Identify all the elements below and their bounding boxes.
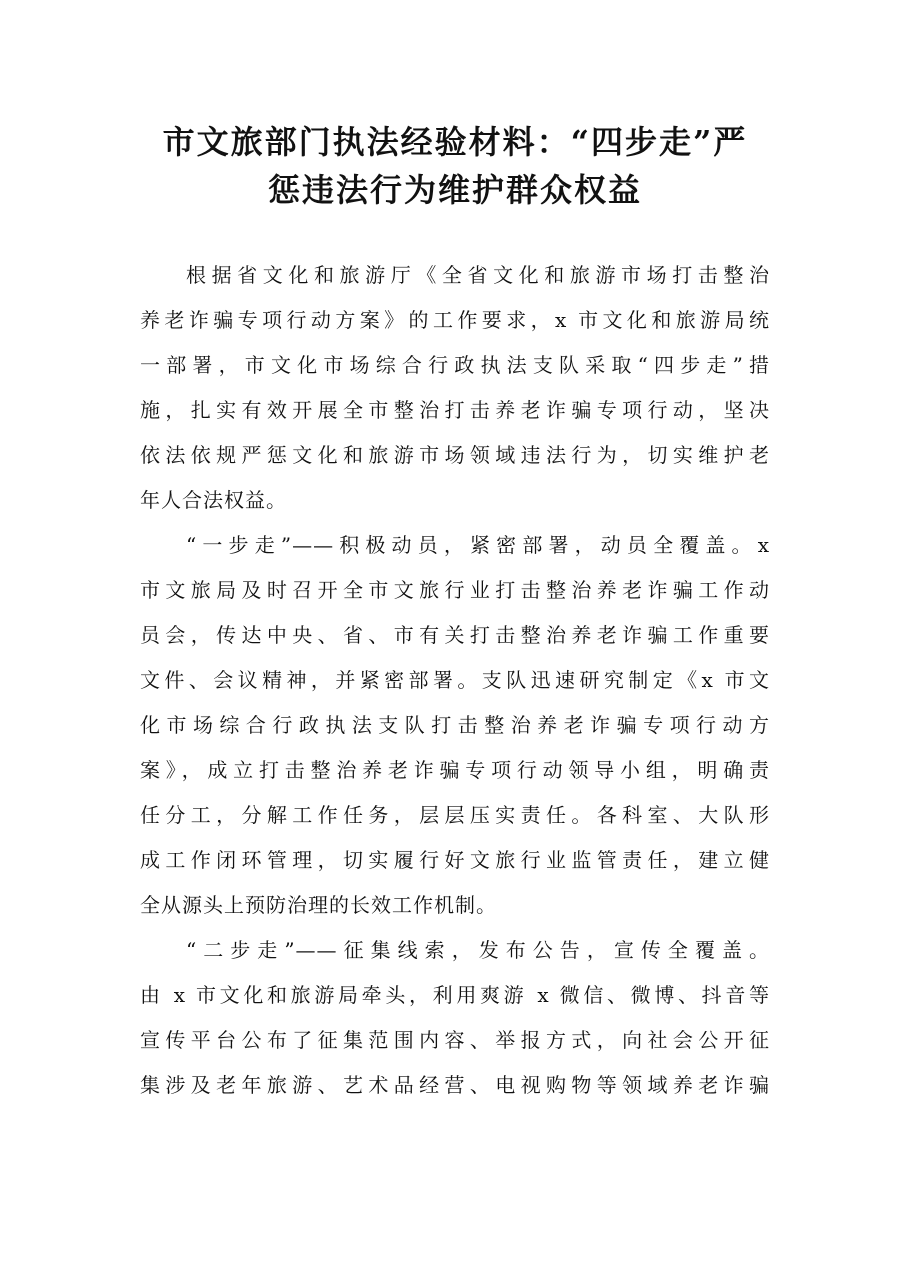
paragraph-line: 依法依规严惩文化和旅游市场领域违法行为，切实维护老: [140, 443, 770, 467]
paragraph-line: 宣传平台公布了征集范围内容、举报方式，向社会公开征: [140, 1028, 770, 1052]
paragraph-line: 市文旅局及时召开全市文旅行业打击整治养老诈骗工作动: [140, 578, 770, 602]
paragraph-line: 养老诈骗专项行动方案》的工作要求，x 市文化和旅游局统: [140, 308, 770, 332]
paragraph-line: 集涉及老年旅游、艺术品经营、电视购物等领域养老诈骗: [140, 1073, 770, 1097]
paragraph-3: [140, 928, 770, 1108]
paragraph-line: 化市场综合行政执法支队打击整治养老诈骗专项行动方: [140, 713, 770, 737]
title-line-2: 惩违法行为维护群众权益: [267, 171, 642, 209]
paragraph-line: 案》，成立打击整治养老诈骗专项行动领导小组，明确责: [140, 758, 770, 782]
paragraph-line: “二步走”——征集线索，发布公告，宣传全覆盖。: [186, 938, 770, 962]
paragraph-line: 施，扎实有效开展全市整治打击养老诈骗专项行动，坚决: [140, 398, 770, 422]
paragraph-line: 全从源头上预防治理的长效工作机制。: [140, 893, 497, 917]
paragraph-line: 成工作闭环管理，切实履行好文旅行业监管责任，建立健: [140, 848, 770, 872]
paragraph-line: 一部署，市文化市场综合行政执法支队采取“四步走”措: [140, 353, 770, 377]
paragraph-line: 年人合法权益。: [140, 488, 287, 512]
document-body: [140, 253, 770, 1108]
document-title: [140, 118, 770, 214]
paragraph-line: “一步走”——积极动员，紧密部署，动员全覆盖。x: [186, 533, 770, 557]
title-line-1: 市文旅部门执法经验材料：“四步走”严: [162, 123, 748, 161]
paragraph-line: 任分工，分解工作任务，层层压实责任。各科室、大队形: [140, 803, 770, 827]
paragraph-line: 由 x 市文化和旅游局牵头，利用爽游 x 微信、微博、抖音等: [140, 983, 770, 1007]
paragraph-1: [140, 253, 770, 523]
paragraph-line: 员会，传达中央、省、市有关打击整治养老诈骗工作重要: [140, 623, 770, 647]
paragraph-2: [140, 523, 770, 928]
paragraph-line: 根据省文化和旅游厅《全省文化和旅游市场打击整治: [186, 263, 770, 287]
paragraph-line: 文件、会议精神，并紧密部署。支队迅速研究制定《x 市文: [140, 668, 770, 692]
